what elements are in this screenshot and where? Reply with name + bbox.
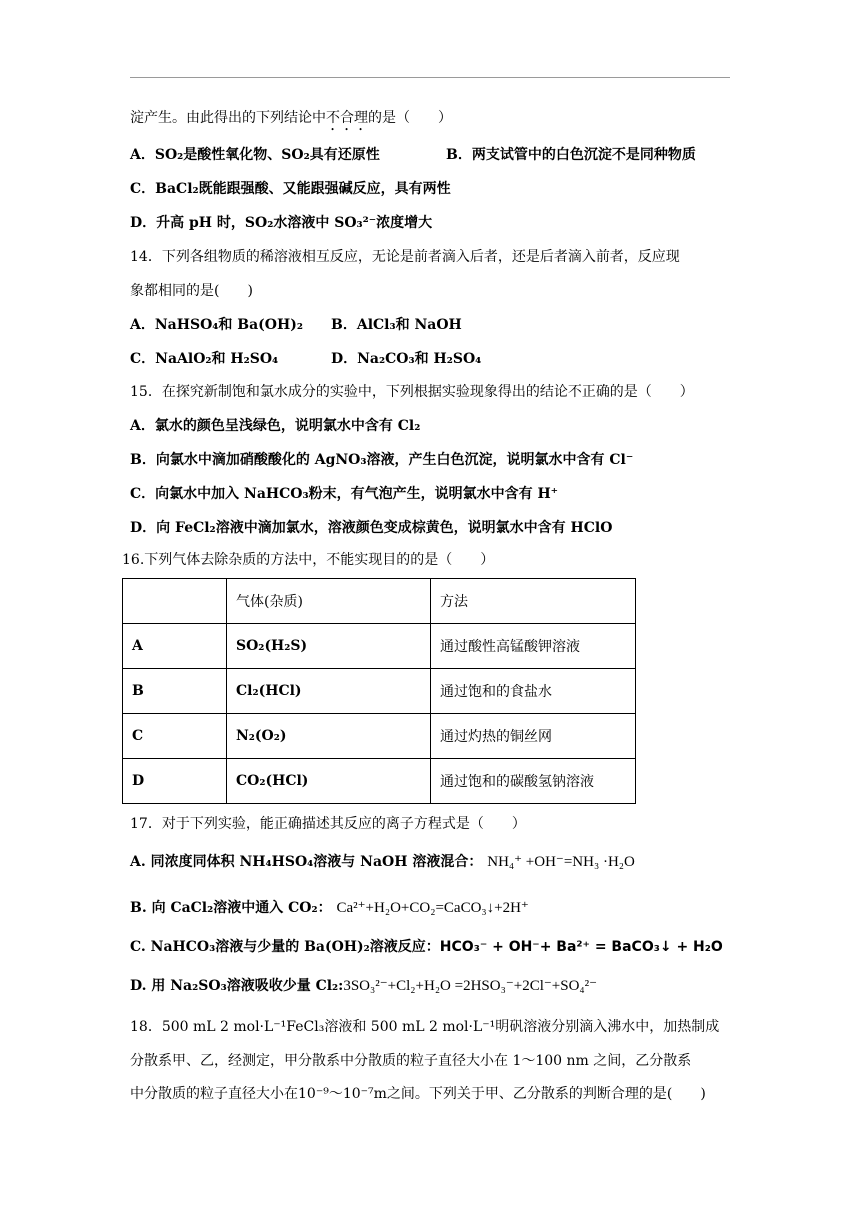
table-cell: CO₂(HCl) (227, 759, 431, 804)
table-cell: C (123, 714, 227, 759)
q17-option-b (130, 898, 529, 918)
q13-option-d: D．升高 pH 时，SO₂水溶液中 SO₃²⁻浓度增大 (130, 215, 433, 231)
q14-option-a: A．NaHSO₄和 Ba(OH)₂ (130, 317, 303, 333)
table-cell: B (123, 669, 227, 714)
table-header-row (123, 579, 636, 624)
q17-option-b-equation: Ca²⁺+H₂O+CO₂=CaCO₃↓+2H⁺ (336, 900, 529, 916)
table-cell: 通过饱和的碳酸氢钠溶液 (431, 759, 636, 804)
table-cell: Cl₂(HCl) (227, 669, 431, 714)
q17-option-d-equation: 3SO₃²⁻+Cl₂+H₂O =2HSO₃⁻+2Cl⁻+SO₄²⁻ (343, 978, 598, 994)
table-row (123, 714, 636, 759)
q17-option-d-text: D. 用 Na₂SO₃溶液吸收少量 Cl₂: (130, 978, 344, 994)
q17-option-c-equation: HCO₃⁻ + OH⁻+ Ba²⁺ = BaCO₃↓ + H₂O (439, 939, 723, 955)
q18-stem-line1: 18．500 mL 2 mol·L⁻¹FeCl₃溶液和 500 mL 2 mol·L⁻¹明矾溶液分别滴入沸水中，加热制成 (130, 1019, 720, 1035)
table-cell: SO₂(H₂S) (227, 624, 431, 669)
q17-option-a (130, 852, 635, 872)
table-cell: 通过饱和的食盐水 (431, 669, 636, 714)
table-header-cell: 气体(杂质) (227, 579, 431, 624)
q14-stem-line2: 象都相同的是( ) (130, 283, 253, 299)
header-rule (130, 77, 730, 78)
q13-option-c: C．BaCl₂既能跟强酸、又能跟强碱反应，具有两性 (130, 181, 451, 197)
table-row (123, 669, 636, 714)
emphasis-not-reasonable: 不合理 (326, 110, 368, 126)
q17-option-d (130, 976, 597, 996)
q16-table (122, 578, 636, 804)
table-row (123, 759, 636, 804)
q14-stem-line1: 14．下列各组物质的稀溶液相互反应，无论是前者滴入后者，还是后者滴入前者，反应现 (130, 249, 680, 265)
q18-stem-line3: 中分散质的粒子直径大小在10⁻⁹～10⁻⁷m之间。下列关于甲、乙分散系的判断合理的是( ) (130, 1086, 706, 1102)
table-cell: 通过灼热的铜丝网 (431, 714, 636, 759)
q14-option-d: D．Na₂CO₃和 H₂SO₄ (331, 351, 482, 367)
q14-option-b: B．AlCl₃和 NaOH (331, 317, 462, 333)
q13-option-a: A．SO₂是酸性氧化物、SO₂具有还原性 (130, 147, 380, 163)
q17-option-a-equation: NH₄⁺ +OH⁻=NH₃ ·H₂O (487, 854, 635, 870)
q13-option-b: B．两支试管中的白色沉淀不是同种物质 (446, 147, 696, 163)
table-cell: 通过酸性高锰酸钾溶液 (431, 624, 636, 669)
table-header-cell (123, 579, 227, 624)
q17-stem: 17．对于下列实验，能正确描述其反应的离子方程式是（ ） (130, 816, 526, 832)
q13-stem-tail: 淀产生。由此得出的下列结论中不合理的是（ ） (130, 110, 452, 126)
table-header-cell: 方法 (431, 579, 636, 624)
table-cell: N₂(O₂) (227, 714, 431, 759)
q15-stem: 15．在探究新制饱和氯水成分的实验中，下列根据实验现象得出的结论不正确的是（ ） (130, 384, 694, 400)
table-row (123, 624, 636, 669)
table-cell: D (123, 759, 227, 804)
q17-option-b-text: B. 向 CaCl₂溶液中通入 CO₂： (130, 900, 332, 916)
table-cell: A (123, 624, 227, 669)
q17-option-c (130, 937, 723, 957)
q15-option-d: D．向 FeCl₂溶液中滴加氯水，溶液颜色变成棕黄色，说明氯水中含有 HClO (130, 520, 613, 536)
q15-option-c: C．向氯水中加入 NaHCO₃粉末，有气泡产生，说明氯水中含有 H⁺ (130, 486, 559, 502)
q15-option-a: A．氯水的颜色呈浅绿色，说明氯水中含有 Cl₂ (130, 418, 421, 434)
q15-option-b: B．向氯水中滴加硝酸酸化的 AgNO₃溶液，产生白色沉淀，说明氯水中含有 Cl⁻ (130, 452, 634, 468)
q17-option-c-text: C. NaHCO₃溶液与少量的 Ba(OH)₂溶液反应： (130, 939, 440, 955)
q16-stem: 16.下列气体去除杂质的方法中，不能实现目的的是（ ） (122, 552, 495, 568)
q17-option-a-text: A. 同浓度同体积 NH₄HSO₄溶液与 NaOH 溶液混合： (130, 854, 483, 870)
q14-option-c: C．NaAlO₂和 H₂SO₄ (130, 351, 279, 367)
q18-stem-line2: 分散系甲、乙，经测定，甲分散系中分散质的粒子直径大小在 1～100 nm 之间，乙分散系 (130, 1053, 692, 1069)
